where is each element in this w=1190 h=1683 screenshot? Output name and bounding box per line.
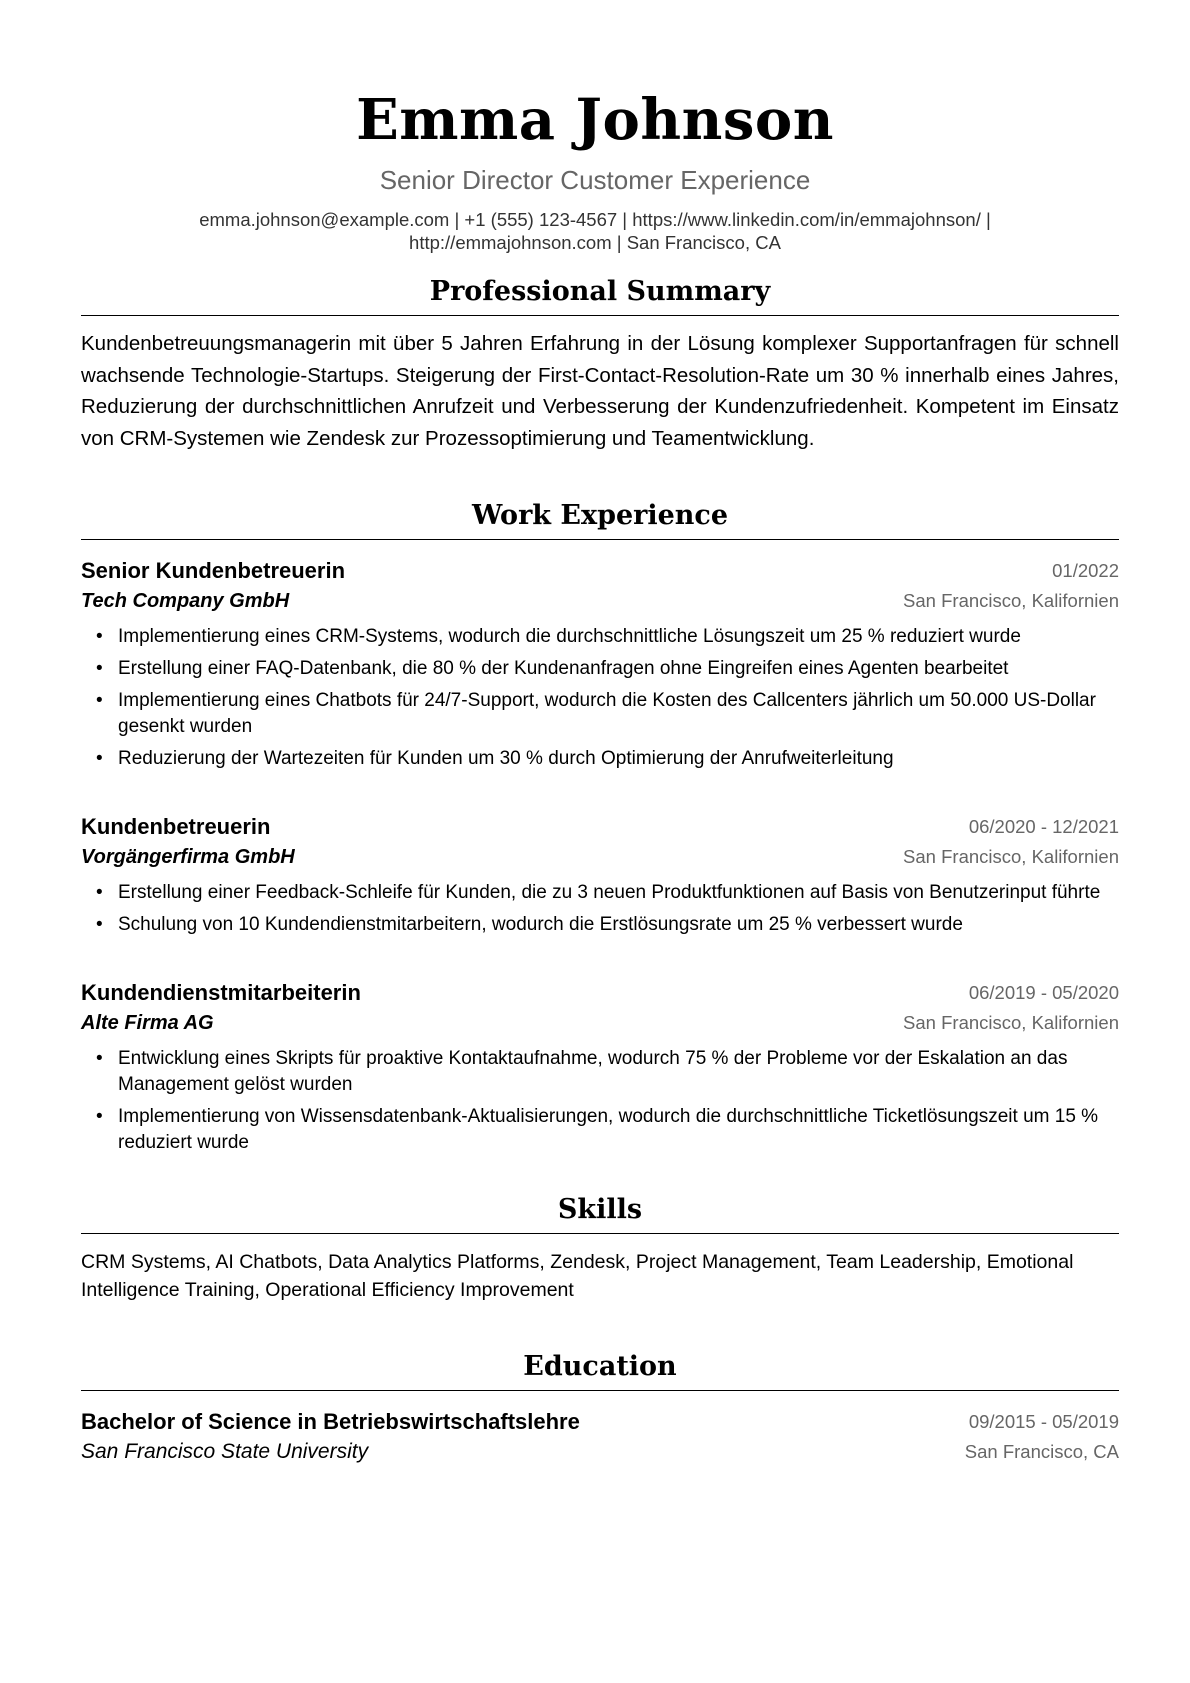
job-entry [81,556,1119,772]
education-entry [81,1407,1119,1467]
candidate-name: Emma Johnson [356,87,834,153]
job-bullets [81,880,1119,938]
bullet-text: Erstellung einer FAQ-Datenbank, die 80 % der Kundenanfragen ohne Eingreifen eines Agenten bearbeitet [118,658,1009,679]
bullet-item: • Implementierung von Wissensdatenbank-Aktualisierungen, wodurch die durchschnittliche Ticketlösungszeit um 15 % reduziert wurde [96,1106,1099,1153]
summary-heading: Professional Summary [81,275,1119,316]
job-title: Kundendienstmitarbeiterin [81,980,361,1005]
bullet-item: • Entwicklung eines Skripts für proaktive Kontaktaufnahme, wodurch 75 % der Probleme vor der Eskalation an das Management gelöst wurden [96,1048,1068,1095]
skills-section [81,1193,1119,1304]
bullet-text: Implementierung eines Chatbots für 24/7-Support, wodurch die Kosten des Callcenters jährlich um 50.000 US-Dollar gesenkt wurden [118,690,1096,737]
degree-title: Bachelor of Science in Betriebswirtschaftslehre [81,1409,580,1434]
education-heading: Education [81,1350,1119,1391]
education-section [81,1350,1119,1467]
job-location: San Francisco, Kalifornien [903,1012,1119,1033]
job-title: Kundenbetreuerin [81,814,271,839]
education-date: 09/2015 - 05/2019 [968,1411,1119,1432]
bullet-text: Reduzierung der Wartezeiten für Kunden um 30 % durch Optimierung der Anrufweiterleitung [118,748,894,769]
work-heading: Work Experience [81,499,1119,540]
bullet-text: Implementierung eines CRM-Systems, wodurch die durchschnittliche Lösungszeit um 25 % reduziert wurde [118,626,1021,647]
job-company: Alte Firma AG [81,1012,214,1034]
job-bullets [81,1046,1119,1156]
contact-line-1: emma.johnson@example.com | +1 (555) 123-4567 | https://www.linkedin.com/in/emmajohnson/ | [199,209,991,230]
skills-heading: Skills [81,1193,1119,1234]
job-company: Tech Company GmbH [81,590,290,612]
bullet-item: • Erstellung einer FAQ-Datenbank, die 80 % der Kundenanfragen ohne Eingreifen eines Agenten bearbeitet [96,658,1009,679]
bullet-item: • Implementierung eines Chatbots für 24/7-Support, wodurch die Kosten des Callcenters jährlich um 50.000 US-Dollar gesenkt wurden [96,690,1096,737]
job-title: Senior Kundenbetreuerin [81,558,346,583]
job-company: Vorgängerfirma GmbH [81,846,295,868]
education-location: San Francisco, CA [964,1441,1119,1462]
job-location: San Francisco, Kalifornien [903,846,1119,867]
summary-section [81,275,1119,454]
school-name: San Francisco State University [81,1440,369,1463]
job-bullets [81,624,1119,772]
job-date: 06/2020 - 12/2021 [968,816,1119,837]
job-date: 01/2022 [1052,560,1119,581]
summary-text: Kundenbetreuungsmanagerin mit über 5 Jahren Erfahrung in der Lösung komplexer Supportanfragen für schnell wachsende Technologie-Startups. Steigerung der First-Contact-Resolution-Rate um 30 % innerhalb eines Jahres, Reduzierung der durchschnittlichen Anrufzeit und Verbesserung der Kundenzufriedenheit. Kompetent im Einsatz von CRM-Systemen wie Zendesk zur Prozessoptimierung und Teamentwicklung. [81,332,1119,450]
skills-text: CRM Systems, AI Chatbots, Data Analytics Platforms, Zendesk, Project Management, Team Leadership, Emotional Intelligence Training, Operational Efficiency Improvement [81,1251,1074,1301]
bullet-text: Erstellung einer Feedback-Schleife für Kunden, die zu 3 neuen Produktfunktionen auf Basis von Benutzerinput führte [118,882,1101,903]
bullet-item: • Reduzierung der Wartezeiten für Kunden um 30 % durch Optimierung der Anrufweiterleitung [96,748,894,769]
job-entry [81,812,1119,938]
job-entry [81,978,1119,1156]
candidate-title: Senior Director Customer Experience [379,165,811,195]
resume-header [0,84,1190,254]
bullet-text: Implementierung von Wissensdatenbank-Aktualisierungen, wodurch die durchschnittliche Ticketlösungszeit um 15 % reduziert wurde [118,1106,1099,1153]
bullet-text: Schulung von 10 Kundendienstmitarbeitern, wodurch die Erstlösungsrate um 25 % verbessert wurde [118,914,963,935]
job-date: 06/2019 - 05/2020 [968,982,1119,1003]
contact-info [0,208,1190,254]
job-location: San Francisco, Kalifornien [903,590,1119,611]
contact-line-2: http://emmajohnson.com | San Francisco, CA [409,232,781,253]
bullet-item: • Erstellung einer Feedback-Schleife für Kunden, die zu 3 neuen Produktfunktionen auf Basis von Benutzerinput führte [96,882,1101,903]
bullet-item: • Implementierung eines CRM-Systems, wodurch die durchschnittliche Lösungszeit um 25 % reduziert wurde [96,626,1021,647]
bullet-item: • Schulung von 10 Kundendienstmitarbeitern, wodurch die Erstlösungsrate um 25 % verbessert wurde [96,914,963,935]
work-section [81,499,1119,1162]
bullet-text: Entwicklung eines Skripts für proaktive Kontaktaufnahme, wodurch 75 % der Probleme vor der Eskalation an das Management gelöst wurden [118,1048,1068,1095]
